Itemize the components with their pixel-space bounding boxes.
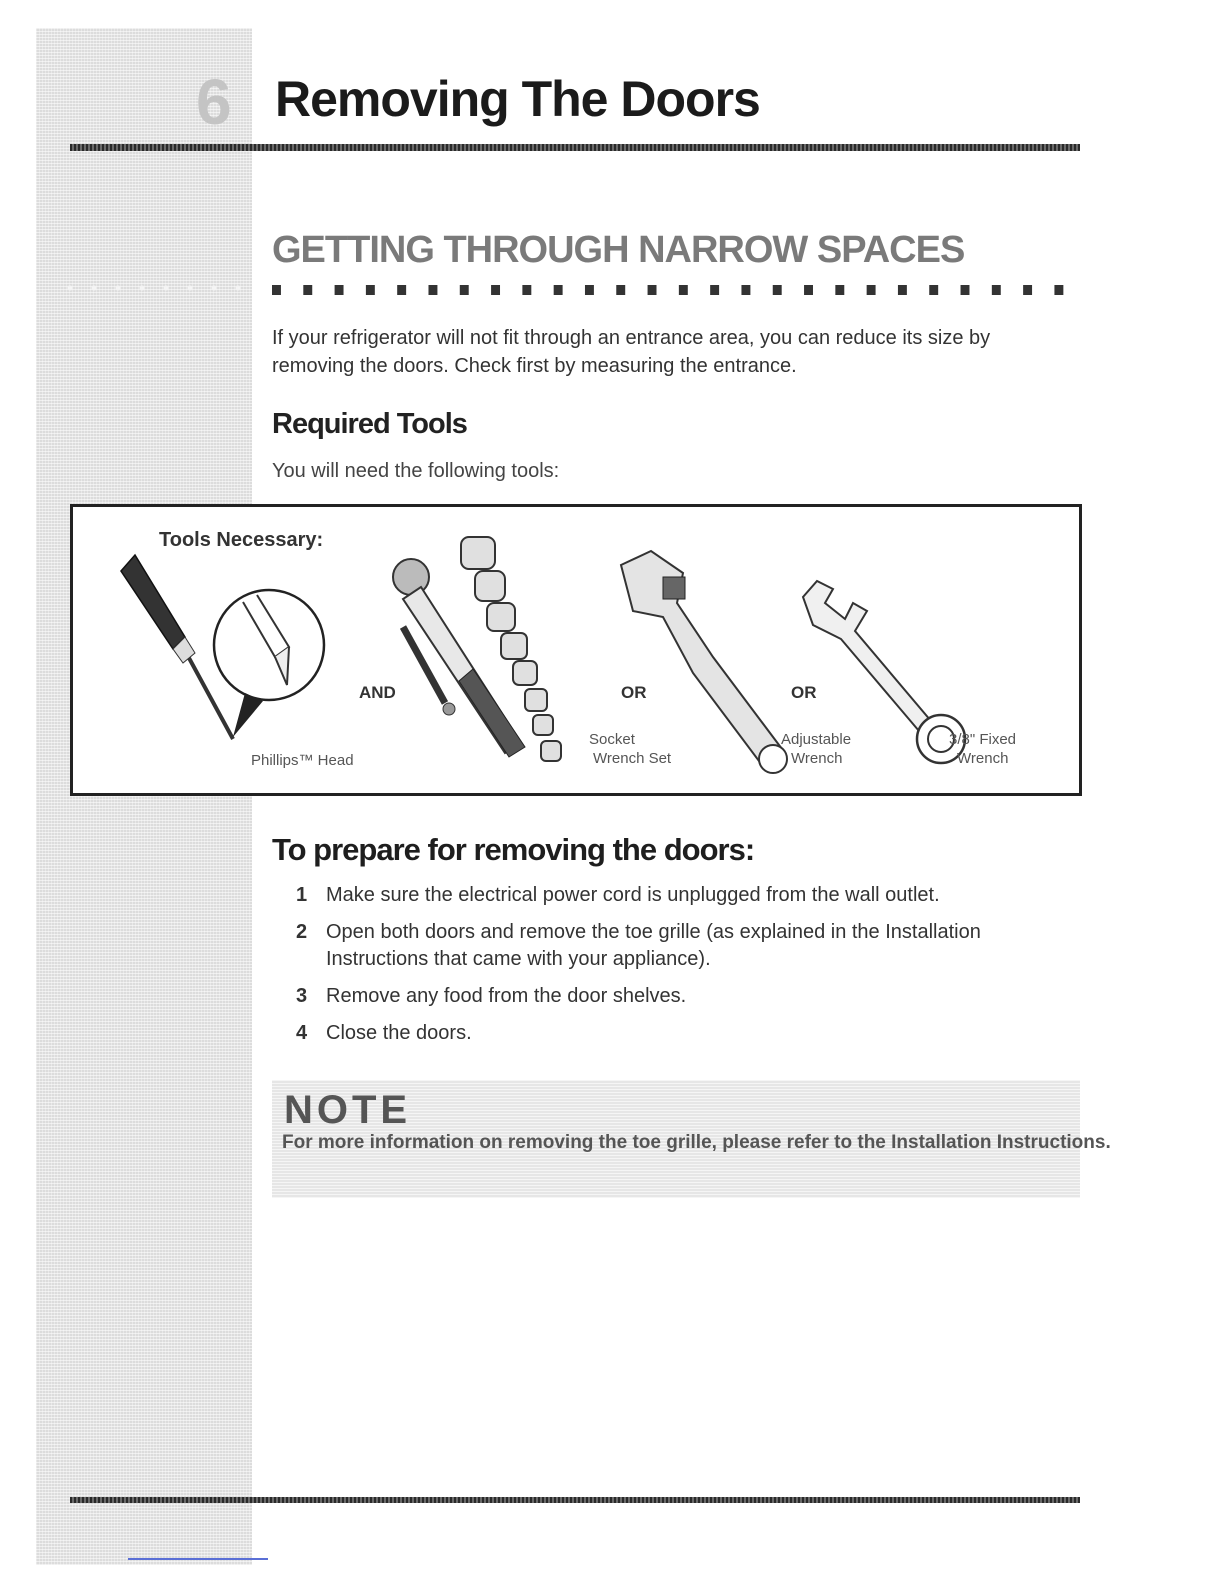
intro-paragraph: If your refrigerator will not fit through an entrance area, you can reduce its size by removing the doors. Check first by measuring the entrance. (272, 327, 991, 377)
note-title: NOTE (284, 1088, 412, 1132)
title-divider (70, 144, 1080, 151)
section-heading: GETTING THROUGH NARROW SPACES (272, 229, 965, 271)
socket-wrench-set-icon (393, 537, 561, 761)
adjustable-caption-2: Wrench (791, 750, 843, 767)
step-text: Close the doors. (326, 1022, 472, 1044)
prepare-steps (296, 882, 1076, 1057)
step-item (296, 983, 1076, 1010)
fixed-caption-2: Wrench (957, 750, 1009, 767)
step-item (296, 882, 1076, 909)
step-text: Open both doors and remove the toe grille (as explained in the Installation Instructions that came with your appliance). (326, 921, 981, 970)
socket-caption-1: Socket (589, 731, 635, 748)
chapter-number: 6 (196, 66, 232, 138)
sidebar-band (36, 28, 252, 1565)
tools-necessary-label: Tools Necessary: (159, 529, 324, 551)
adjustable-wrench-icon (621, 551, 787, 773)
step-number: 3 (296, 985, 308, 1007)
prepare-heading: To prepare for removing the doors: (272, 832, 755, 867)
note-text: For more information on removing the toe grille, please refer to the Installation Instructions. (282, 1132, 1111, 1153)
step-number: 4 (296, 1022, 308, 1044)
sidebar-dots (58, 283, 248, 293)
required-tools-heading: Required Tools (272, 408, 467, 440)
dotted-divider (272, 285, 1082, 295)
tools-illustration-box (70, 504, 1082, 796)
and-label: AND (359, 683, 396, 702)
step-item (296, 1020, 1076, 1047)
phillips-screwdriver-icon (121, 555, 324, 739)
phillips-caption: Phillips™ Head (251, 752, 354, 769)
bottom-divider (70, 1497, 1080, 1503)
step-number: 2 (296, 921, 308, 943)
socket-caption-2: Wrench Set (593, 750, 672, 767)
or-label-1: OR (621, 683, 647, 702)
adjustable-caption-1: Adjustable (781, 731, 852, 748)
step-number: 1 (296, 884, 308, 906)
page-title: Removing The Doors (275, 71, 760, 127)
or-label-2: OR (791, 683, 817, 702)
note-box (272, 1080, 1111, 1198)
step-text: Make sure the electrical power cord is unplugged from the wall outlet. (326, 884, 940, 906)
fixed-caption-1: 3/8" Fixed (949, 731, 1017, 748)
step-text: Remove any food from the door shelves. (326, 985, 687, 1007)
tools-intro: You will need the following tools: (272, 460, 560, 482)
step-item (296, 919, 1076, 973)
footer-line (128, 1558, 268, 1560)
